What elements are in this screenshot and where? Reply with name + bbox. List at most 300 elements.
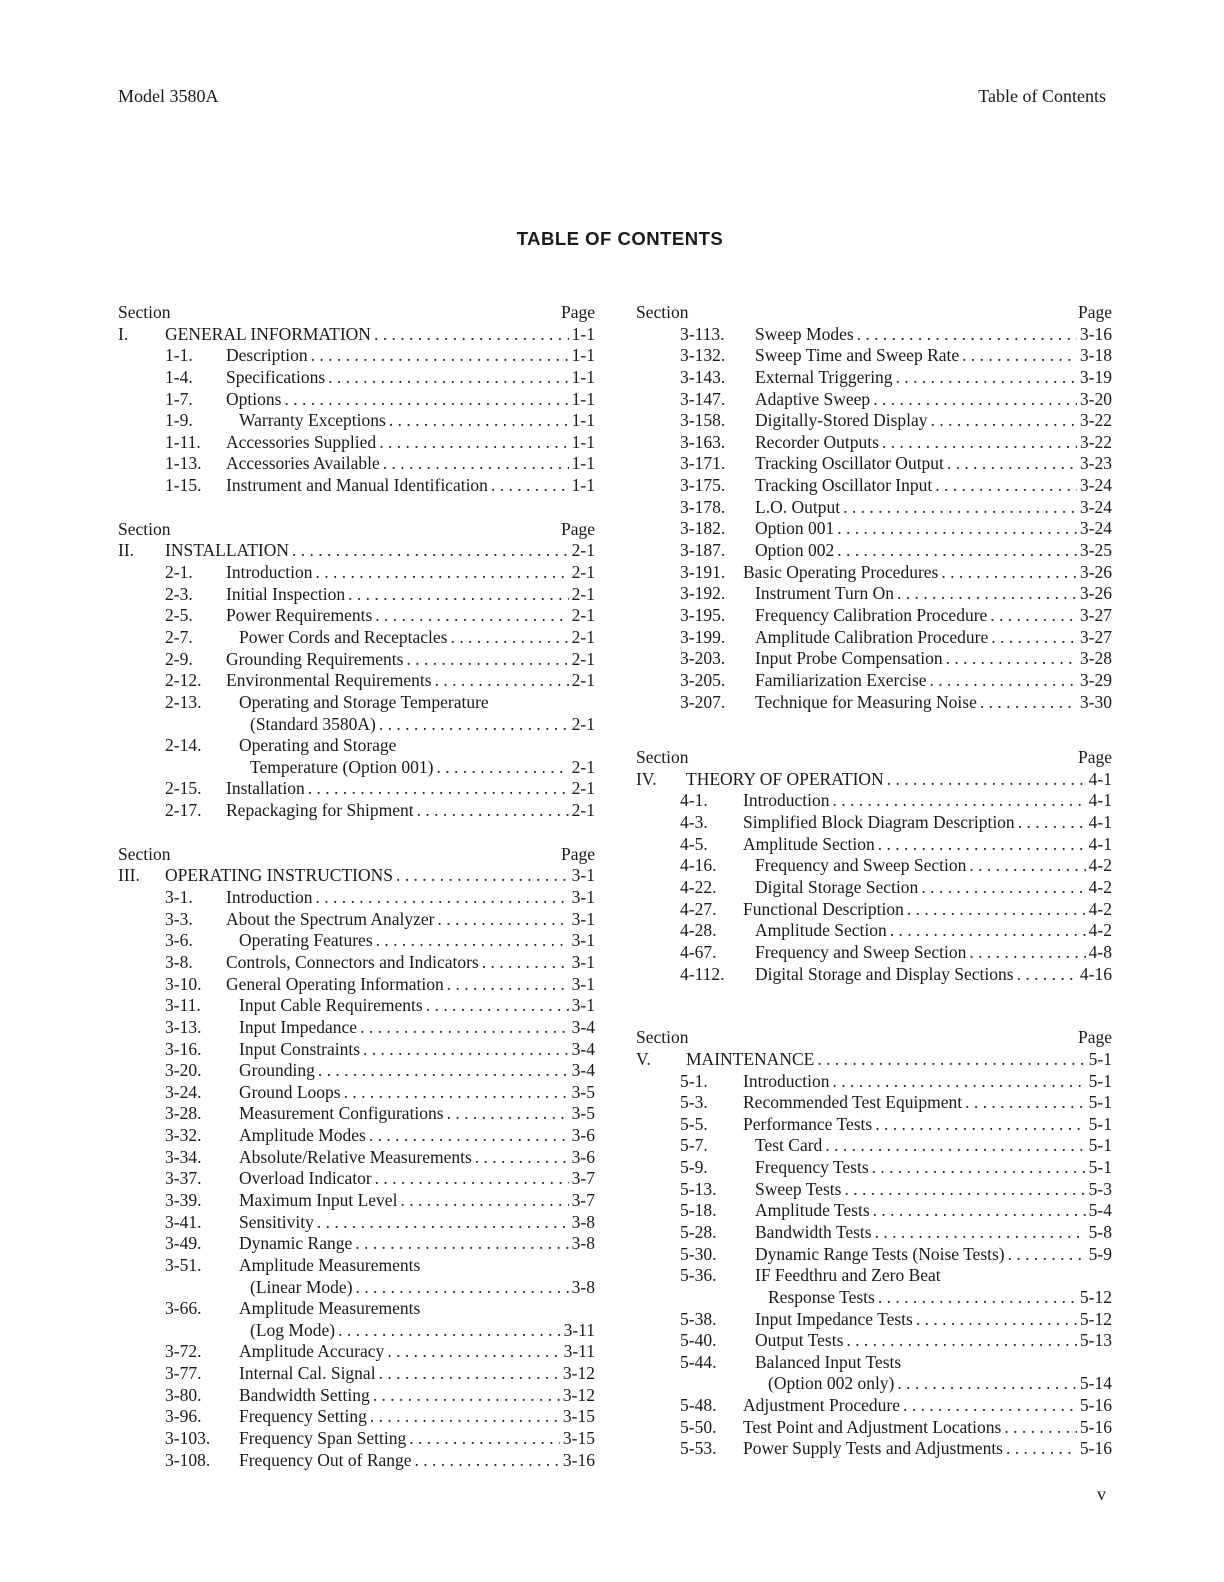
dot-leader	[328, 367, 569, 388]
entry-page-number: 3-24	[1079, 518, 1112, 539]
toc-entry[interactable]	[118, 1406, 595, 1428]
entry-title-line	[755, 627, 1112, 648]
entry-title: Frequency Calibration Procedure	[755, 604, 988, 625]
entry-title: Operating Features	[239, 930, 373, 951]
entry-title-line	[239, 1082, 595, 1103]
entry-number: 3-80.	[165, 1384, 202, 1405]
toc-entry[interactable]	[118, 410, 595, 432]
toc-entry[interactable]	[636, 540, 1112, 562]
toc-entry[interactable]	[118, 1103, 595, 1125]
entry-page-number: 5-1	[1088, 1048, 1112, 1069]
page-column-label: Page	[560, 302, 595, 322]
entry-title: Recorder Outputs	[755, 431, 879, 452]
toc-entry[interactable]	[636, 812, 1112, 834]
toc-entry[interactable]	[636, 627, 1112, 649]
toc-entry[interactable]	[118, 930, 595, 952]
entry-title: Repackaging for Shipment	[226, 800, 414, 821]
entry-page-number: 4-2	[1088, 898, 1112, 919]
entry-title: Amplitude Measurements	[239, 1254, 421, 1275]
dot-leader	[415, 1450, 560, 1471]
entry-title-line	[755, 540, 1112, 561]
dot-leader	[355, 1233, 568, 1254]
entry-page-number: 3-8	[571, 1276, 595, 1297]
toc-entry[interactable]	[118, 1233, 595, 1255]
entry-number: 3-49.	[165, 1233, 202, 1254]
toc-entry[interactable]	[636, 964, 1112, 986]
toc-entry[interactable]	[118, 605, 595, 627]
entry-number: 4-67.	[680, 941, 717, 962]
toc-entry[interactable]	[636, 367, 1112, 389]
toc-entry[interactable]	[636, 562, 1112, 584]
toc-entry[interactable]	[118, 1450, 595, 1472]
entry-title: Introduction	[743, 1070, 830, 1091]
entry-title: Options	[226, 388, 282, 409]
entry-page-number: 3-27	[1079, 604, 1112, 625]
toc-entry[interactable]	[118, 1190, 595, 1212]
entry-title-line	[755, 475, 1112, 496]
entry-number: 3-24.	[165, 1081, 202, 1102]
section-column-label: Section	[636, 302, 689, 322]
entry-title: Overload Indicator	[239, 1168, 372, 1189]
section-column-label: Section	[636, 1027, 689, 1048]
entry-title: OPERATING INSTRUCTIONS	[165, 865, 393, 886]
page-column-label: Page	[1077, 302, 1112, 322]
running-header-model: Model 3580A	[118, 86, 219, 106]
dot-leader	[947, 453, 1077, 474]
entry-title: Controls, Connectors and Indicators	[226, 951, 479, 972]
entry-page-number: 3-5	[571, 1103, 595, 1124]
entry-title-line	[226, 909, 595, 930]
entry-page-number: 3-1	[571, 930, 595, 951]
toc-entry[interactable]	[636, 1287, 1112, 1309]
toc-entry[interactable]	[636, 518, 1112, 540]
toc-entry[interactable]	[636, 1265, 1112, 1287]
toc-entry[interactable]	[118, 1039, 595, 1061]
entry-number: 5-36.	[680, 1265, 717, 1286]
section-page-heading	[118, 519, 595, 541]
entry-page-number: 2-1	[571, 713, 595, 734]
toc-entry[interactable]	[636, 790, 1112, 812]
entry-title-line	[226, 432, 595, 453]
toc-entry[interactable]	[636, 1417, 1112, 1439]
entry-number: 3-175.	[680, 475, 726, 496]
toc-entry[interactable]	[118, 649, 595, 671]
entry-title-line	[239, 1450, 595, 1471]
toc-entry[interactable]	[636, 345, 1112, 367]
entry-page-number: 4-2	[1088, 920, 1112, 941]
dot-leader	[878, 834, 1086, 855]
dot-leader	[389, 410, 569, 431]
entry-title-line	[755, 367, 1112, 388]
toc-entry[interactable]	[636, 1352, 1112, 1374]
entry-title: Frequency Out of Range	[239, 1449, 412, 1470]
toc-entry[interactable]	[118, 1125, 595, 1147]
entry-title-line	[743, 899, 1112, 920]
dot-leader	[872, 1157, 1086, 1178]
toc-entry[interactable]	[636, 475, 1112, 497]
section-column-label: Section	[118, 302, 171, 322]
dot-leader	[316, 887, 569, 908]
entry-title: Power Requirements	[226, 605, 373, 626]
toc-entry[interactable]	[636, 834, 1112, 856]
toc-entry[interactable]	[118, 475, 595, 497]
dot-leader	[292, 540, 569, 561]
dot-leader	[921, 877, 1085, 898]
toc-entry[interactable]	[636, 1071, 1112, 1093]
toc-entry[interactable]	[118, 1320, 595, 1342]
dot-leader	[379, 1363, 560, 1384]
toc-entry[interactable]	[636, 1438, 1112, 1460]
toc-entry[interactable]	[118, 778, 595, 800]
entry-title: Instrument Turn On	[755, 583, 895, 604]
toc-section-entry[interactable]	[118, 865, 595, 887]
toc-entry[interactable]	[118, 1428, 595, 1450]
toc-entry[interactable]	[636, 1373, 1112, 1395]
entry-title-line	[755, 1179, 1112, 1200]
toc-entry[interactable]	[118, 1277, 595, 1299]
entry-title-line	[686, 1049, 1112, 1070]
toc-entry[interactable]	[636, 1135, 1112, 1157]
entry-title: Amplitude Measurements	[239, 1298, 421, 1319]
dot-leader	[450, 627, 568, 648]
entry-page-number: 3-6	[571, 1146, 595, 1167]
dot-leader	[316, 562, 569, 583]
entry-number: 3-8.	[165, 951, 193, 972]
toc-entry[interactable]	[118, 757, 595, 779]
entry-page-number: 1-1	[571, 366, 595, 387]
dot-leader	[930, 670, 1077, 691]
dot-leader	[338, 1320, 561, 1341]
entry-number: 2-14.	[165, 735, 202, 756]
toc-section-block	[636, 302, 1112, 713]
toc-entry[interactable]	[636, 1244, 1112, 1266]
toc-entry[interactable]	[118, 1082, 595, 1104]
toc-entry[interactable]	[118, 1363, 595, 1385]
entry-page-number: 1-1	[571, 431, 595, 452]
page-column-label: Page	[560, 843, 595, 864]
entry-title-line	[239, 1233, 595, 1254]
entry-title-line	[755, 1352, 901, 1373]
dot-leader	[311, 345, 569, 366]
entry-title-line	[755, 1200, 1112, 1221]
entry-number: 3-3.	[165, 908, 193, 929]
entry-title-line	[743, 1092, 1112, 1113]
toc-entry[interactable]	[118, 909, 595, 931]
entry-title: Amplitude Section	[743, 833, 875, 854]
entry-page-number: 5-9	[1088, 1243, 1112, 1264]
entry-page-number: 3-7	[571, 1189, 595, 1210]
toc-entry[interactable]	[118, 1255, 595, 1277]
dot-leader	[436, 757, 568, 778]
entry-number: 3-207.	[680, 691, 726, 712]
entry-page-number: 3-29	[1079, 669, 1112, 690]
toc-entry[interactable]	[118, 714, 595, 736]
toc-section-block	[118, 519, 595, 822]
entry-title-line	[755, 345, 1112, 366]
toc-entry[interactable]	[118, 562, 595, 584]
dot-leader	[946, 648, 1077, 669]
entry-title: Description	[226, 345, 308, 366]
entry-page-number: 2-1	[571, 778, 595, 799]
toc-entry[interactable]	[118, 995, 595, 1017]
entry-number: 3-6.	[165, 930, 193, 951]
entry-title-line	[755, 1309, 1112, 1330]
toc-entry[interactable]	[636, 583, 1112, 605]
toc-section-entry[interactable]	[118, 540, 595, 562]
entry-number: III.	[118, 865, 140, 886]
dot-leader	[991, 627, 1077, 648]
entry-number: 3-158.	[680, 410, 726, 431]
toc-entry[interactable]	[118, 887, 595, 909]
dot-leader	[284, 389, 568, 410]
entry-title: Basic Operating Procedures	[743, 561, 939, 582]
page-title: TABLE OF CONTENTS	[516, 228, 724, 249]
entry-number: 3-163.	[680, 431, 726, 452]
toc-entry[interactable]	[636, 899, 1112, 921]
toc-entry[interactable]	[636, 670, 1112, 692]
entry-title-line	[239, 1017, 595, 1038]
entry-title-line	[755, 1244, 1112, 1265]
entry-number: 4-27.	[680, 898, 717, 919]
entry-title: Accessories Available	[226, 453, 380, 474]
entry-number: 5-38.	[680, 1308, 717, 1329]
entry-page-number: 3-6	[571, 1125, 595, 1146]
toc-entry[interactable]	[118, 1385, 595, 1407]
section-page-heading	[636, 1027, 1112, 1049]
toc-entry[interactable]	[118, 735, 595, 757]
toc-entry[interactable]	[636, 942, 1112, 964]
toc-entry[interactable]	[118, 1212, 595, 1234]
entry-page-number: 1-1	[571, 388, 595, 409]
entry-page-number: 3-12	[562, 1363, 595, 1384]
entry-page-number: 3-1	[571, 995, 595, 1016]
entry-page-number: 4-1	[1088, 812, 1112, 833]
toc-entry[interactable]	[636, 920, 1112, 942]
toc-entry[interactable]	[118, 1298, 595, 1320]
toc-entry[interactable]	[118, 1060, 595, 1082]
entry-number: I.	[118, 323, 129, 344]
entry-title: Dynamic Range	[239, 1233, 353, 1254]
toc-entry[interactable]	[636, 1330, 1112, 1352]
dot-leader	[1006, 1438, 1077, 1459]
entry-page-number: 1-1	[571, 345, 595, 366]
entry-title-line	[755, 920, 1112, 941]
toc-entry[interactable]	[636, 692, 1112, 714]
entry-number: 4-1.	[680, 790, 708, 811]
entry-number: 3-39.	[165, 1189, 202, 1210]
dot-leader	[837, 518, 1077, 539]
entry-title-line	[755, 855, 1112, 876]
entry-number: 5-3.	[680, 1092, 708, 1113]
entry-title-line	[768, 1287, 1112, 1308]
entry-title: INSTALLATION	[165, 540, 289, 561]
toc-entry[interactable]	[118, 1168, 595, 1190]
toc-entry[interactable]	[636, 497, 1112, 519]
entry-page-number: 3-28	[1079, 648, 1112, 669]
toc-entry[interactable]	[118, 389, 595, 411]
entry-page-number: 4-1	[1088, 768, 1112, 789]
entry-number: 3-147.	[680, 388, 726, 409]
entry-title-line	[226, 367, 595, 388]
toc-section-entry[interactable]	[636, 1049, 1112, 1071]
entry-title-line	[250, 714, 595, 735]
entry-page-number: 2-1	[571, 626, 595, 647]
entry-number: 5-44.	[680, 1351, 717, 1372]
dot-leader	[370, 1406, 560, 1427]
entry-page-number: 3-24	[1079, 475, 1112, 496]
entry-page-number: 3-15	[562, 1428, 595, 1449]
entry-title: Grounding	[239, 1060, 315, 1081]
toc-entry[interactable]	[636, 1309, 1112, 1331]
entry-page-number: 2-1	[571, 648, 595, 669]
entry-page-number: 5-1	[1088, 1157, 1112, 1178]
toc-entry[interactable]	[118, 974, 595, 996]
page-column-label: Page	[1077, 747, 1112, 768]
entry-number: 2-12.	[165, 670, 202, 691]
toc-entry[interactable]	[118, 584, 595, 606]
entry-number: 3-143.	[680, 366, 726, 387]
entry-title: Instrument and Manual Identification	[226, 475, 488, 496]
entry-title-line	[226, 345, 595, 366]
toc-entry[interactable]	[636, 432, 1112, 454]
entry-page-number: 3-15	[562, 1406, 595, 1427]
entry-title-line	[755, 670, 1112, 691]
toc-entry[interactable]	[636, 1222, 1112, 1244]
entry-title: Internal Cal. Signal	[239, 1363, 376, 1384]
toc-entry[interactable]	[636, 1179, 1112, 1201]
entry-page-number: 2-1	[571, 756, 595, 777]
entry-title-line	[239, 1168, 595, 1189]
toc-entry[interactable]	[118, 800, 595, 822]
dot-leader	[969, 942, 1085, 963]
dot-leader	[887, 769, 1086, 790]
entry-page-number: 3-4	[571, 1038, 595, 1059]
toc-entry[interactable]	[118, 432, 595, 454]
dot-leader	[833, 1071, 1086, 1092]
entry-title: Simplified Block Diagram Description	[743, 812, 1015, 833]
entry-title-line	[165, 865, 595, 886]
entry-number: 3-66.	[165, 1298, 202, 1319]
dot-leader	[375, 1168, 569, 1189]
dot-leader	[903, 1395, 1077, 1416]
entry-title: Operating and Storage	[239, 735, 397, 756]
entry-title-line	[239, 627, 595, 648]
entry-page-number: 3-23	[1079, 453, 1112, 474]
entry-number: 3-205.	[680, 669, 726, 690]
entry-number: 2-9.	[165, 648, 193, 669]
entry-number: 3-187.	[680, 540, 726, 561]
dot-leader	[400, 1190, 568, 1211]
entry-number: 5-1.	[680, 1070, 708, 1091]
toc-entry[interactable]	[636, 453, 1112, 475]
dot-leader	[875, 1222, 1086, 1243]
toc-entry[interactable]	[636, 877, 1112, 899]
entry-title: Performance Tests	[743, 1113, 873, 1134]
toc-entry[interactable]	[118, 1147, 595, 1169]
entry-number: IV.	[636, 768, 657, 789]
entry-number: 4-16.	[680, 855, 717, 876]
entry-page-number: 3-18	[1079, 345, 1112, 366]
running-header-section: Table of Contents	[978, 86, 1106, 106]
toc-entry[interactable]	[636, 1200, 1112, 1222]
toc-entry[interactable]	[118, 692, 595, 714]
dot-leader	[916, 1309, 1077, 1330]
entry-title: Balanced Input Tests	[755, 1351, 902, 1372]
entry-title: Power Supply Tests and Adjustments	[743, 1438, 1003, 1459]
toc-entry[interactable]	[118, 367, 595, 389]
entry-title-line	[743, 790, 1112, 811]
toc-entry[interactable]	[636, 855, 1112, 877]
entry-title: Bandwidth Setting	[239, 1384, 370, 1405]
section-page-heading	[118, 302, 595, 324]
dot-leader	[896, 367, 1077, 388]
toc-section-entry[interactable]	[636, 769, 1112, 791]
entry-title: Frequency and Sweep Section	[755, 855, 967, 876]
toc-entry[interactable]	[636, 1395, 1112, 1417]
dot-leader	[873, 389, 1077, 410]
entry-title-line	[239, 1125, 595, 1146]
entry-number: 3-178.	[680, 496, 726, 517]
entry-title: Frequency Span Setting	[239, 1428, 407, 1449]
toc-entry[interactable]	[118, 627, 595, 649]
dot-leader	[890, 920, 1086, 941]
toc-entry[interactable]	[118, 453, 595, 475]
entry-title-line	[239, 1406, 595, 1427]
page-column-label: Page	[560, 518, 595, 539]
entry-title-line	[250, 757, 595, 778]
toc-entry[interactable]	[636, 605, 1112, 627]
entry-number: 1-9.	[165, 410, 193, 431]
toc-entry[interactable]	[636, 648, 1112, 670]
entry-title-line	[755, 1157, 1112, 1178]
entry-title: Temperature (Option 001)	[250, 756, 434, 777]
entry-title: Digital Storage Section	[755, 877, 919, 898]
entry-title: L.O. Output	[755, 496, 841, 517]
dot-leader	[962, 345, 1077, 366]
entry-title-line	[686, 769, 1112, 790]
dot-leader	[817, 1049, 1085, 1070]
entry-page-number: 3-11	[563, 1341, 595, 1362]
entry-title: Amplitude Section	[755, 920, 887, 941]
toc-entry[interactable]	[118, 670, 595, 692]
toc-entry[interactable]	[636, 389, 1112, 411]
entry-title-line	[226, 778, 595, 799]
entry-page-number: 4-1	[1088, 833, 1112, 854]
toc-entry[interactable]	[118, 1341, 595, 1363]
entry-title: Input Impedance	[239, 1016, 358, 1037]
entry-number: 3-10.	[165, 973, 202, 994]
toc-entry[interactable]	[636, 324, 1112, 346]
entry-title: Input Constraints	[239, 1038, 361, 1059]
toc-entry[interactable]	[118, 1017, 595, 1039]
toc-entry[interactable]	[118, 952, 595, 974]
toc-entry[interactable]	[636, 1114, 1112, 1136]
entry-title-line	[239, 1039, 595, 1060]
toc-entry[interactable]	[636, 410, 1112, 432]
entry-page-number: 5-14	[1079, 1373, 1112, 1394]
entry-title-line	[239, 995, 595, 1016]
dot-leader	[907, 899, 1086, 920]
entry-title: Measurement Configurations	[239, 1103, 444, 1124]
toc-entry[interactable]	[118, 345, 595, 367]
toc-entry[interactable]	[636, 1157, 1112, 1179]
entry-page-number: 1-1	[571, 323, 595, 344]
toc-entry[interactable]	[636, 1092, 1112, 1114]
entry-number: 3-11.	[165, 995, 201, 1016]
toc-section-entry[interactable]	[118, 324, 595, 346]
entry-number: 3-108.	[165, 1449, 211, 1470]
entry-page-number: 3-11	[563, 1319, 595, 1340]
